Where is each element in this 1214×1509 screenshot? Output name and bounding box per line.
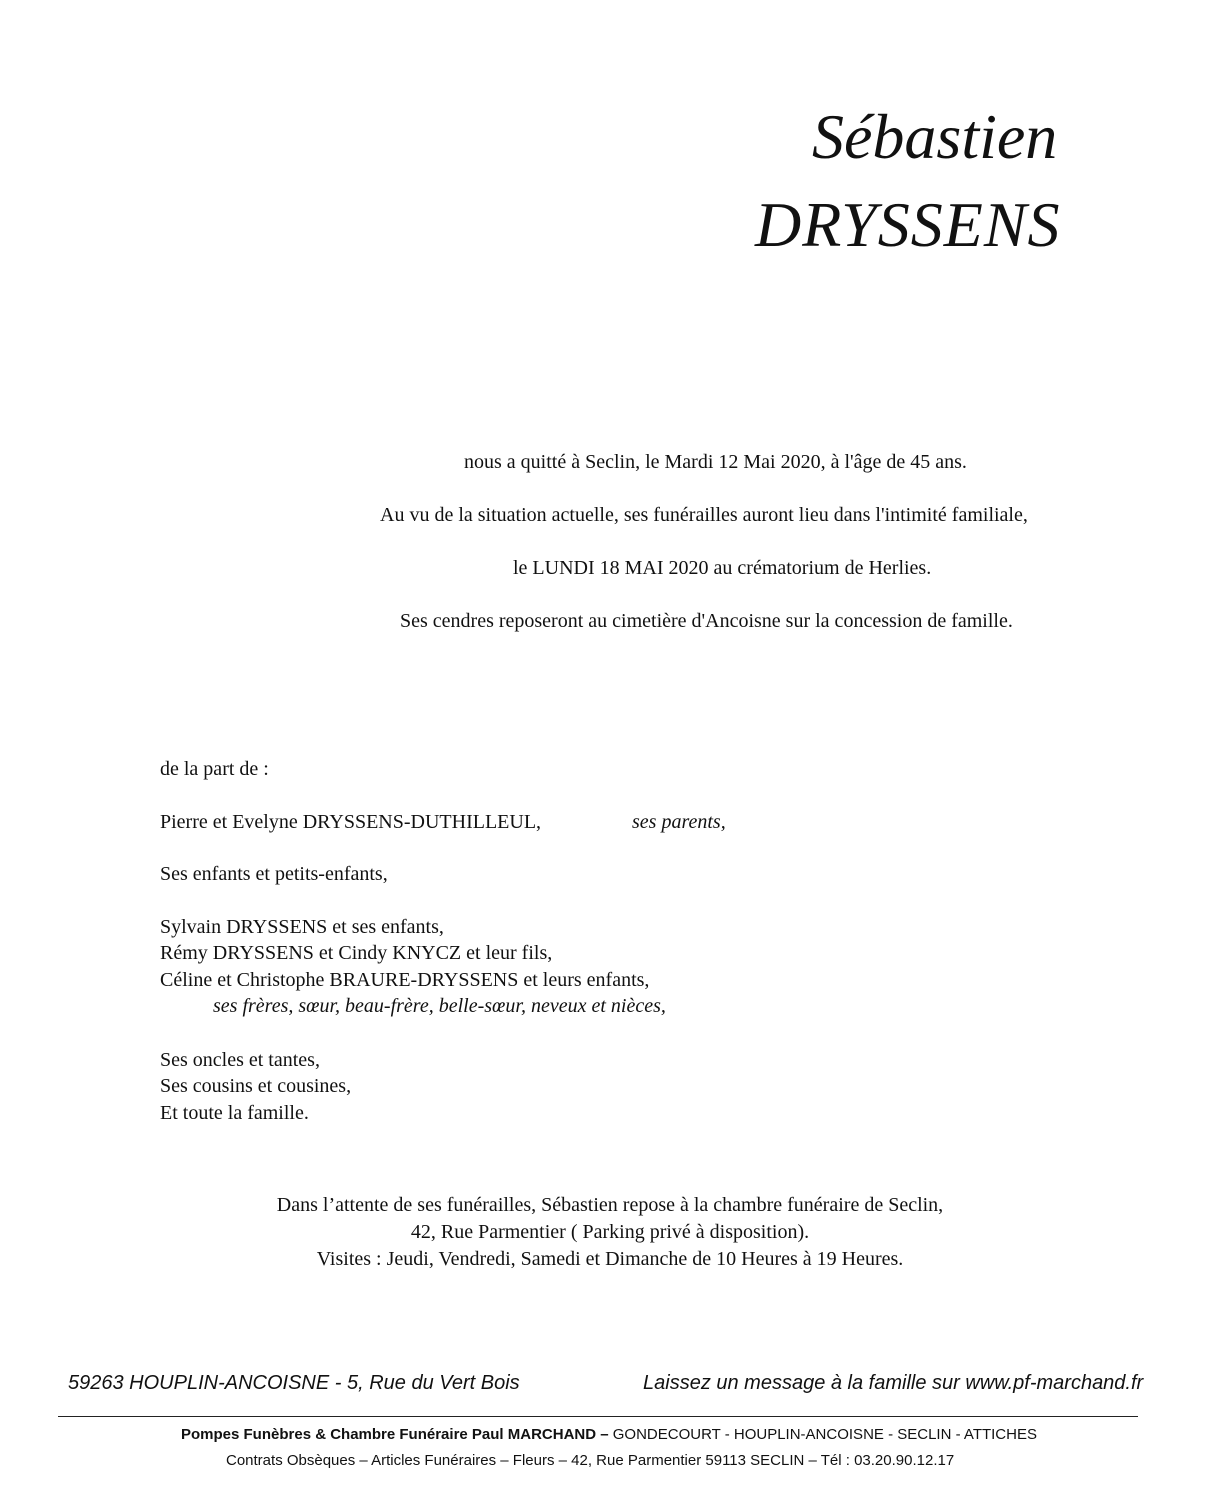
deceased-first-name: Sébastien [812,101,1058,172]
family-other-2: Ses cousins et cousines, [160,1075,352,1097]
family-sibling-2: Rémy DRYSSENS et Cindy KNYCZ et leur fils, [160,942,553,964]
footer-company [181,1426,1037,1443]
family-other-1: Ses oncles et tantes, [160,1049,320,1071]
rest-line-2: 42, Rue Parmentier ( Parking privé à disposition). [410,1221,810,1243]
footer-message: Laissez un message à la famille sur www.pf-marchand.fr [643,1372,1144,1394]
family-parents-role: ses parents, [632,811,726,833]
family-sibling-3: Céline et Christophe BRAURE-DRYSSENS et leurs enfants, [160,969,650,991]
family-other-3: Et toute la famille. [160,1102,309,1124]
announcement-line-4: Ses cendres reposeront au cimetière d'Ancoisne sur la concession de famille. [400,610,1013,632]
family-sibling-1: Sylvain DRYSSENS et ses enfants, [160,916,444,938]
family-intro: de la part de : [160,758,269,780]
family-children: Ses enfants et petits-enfants, [160,863,388,885]
footer-company-locations: GONDECOURT - HOUPLIN-ANCOISNE - SECLIN - ATTICHES [608,1426,1037,1443]
footer-services: Contrats Obsèques – Articles Funéraires – Fleurs – 42, Rue Parmentier 59113 SECLIN – Tél : 03.20.90.12.17 [226,1452,955,1469]
announcement-line-2: Au vu de la situation actuelle, ses funérailles auront lieu dans l'intimité familiale, [380,504,1028,526]
rest-line-3: Visites : Jeudi, Vendredi, Samedi et Dimanche de 10 Heures à 19 Heures. [316,1248,904,1270]
announcement-line-1: nous a quitté à Seclin, le Mardi 12 Mai 2020, à l'âge de 45 ans. [464,451,967,473]
footer-address: 59263 HOUPLIN-ANCOISNE - 5, Rue du Vert Bois [68,1372,520,1394]
family-parents: Pierre et Evelyne DRYSSENS-DUTHILLEUL, [160,811,542,833]
family-siblings-role: ses frères, sœur, beau-frère, belle-sœur, neveux et nièces, [213,995,666,1017]
announcement-line-3: le LUNDI 18 MAI 2020 au crématorium de Herlies. [513,557,932,579]
rest-line-1: Dans l’attente de ses funérailles, Sébastien repose à la chambre funéraire de Seclin, [276,1194,944,1216]
footer-divider [58,1416,1138,1417]
deceased-last-name: DRYSSENS [755,189,1061,260]
footer-company-name: Pompes Funèbres & Chambre Funéraire Paul MARCHAND – [181,1426,609,1443]
